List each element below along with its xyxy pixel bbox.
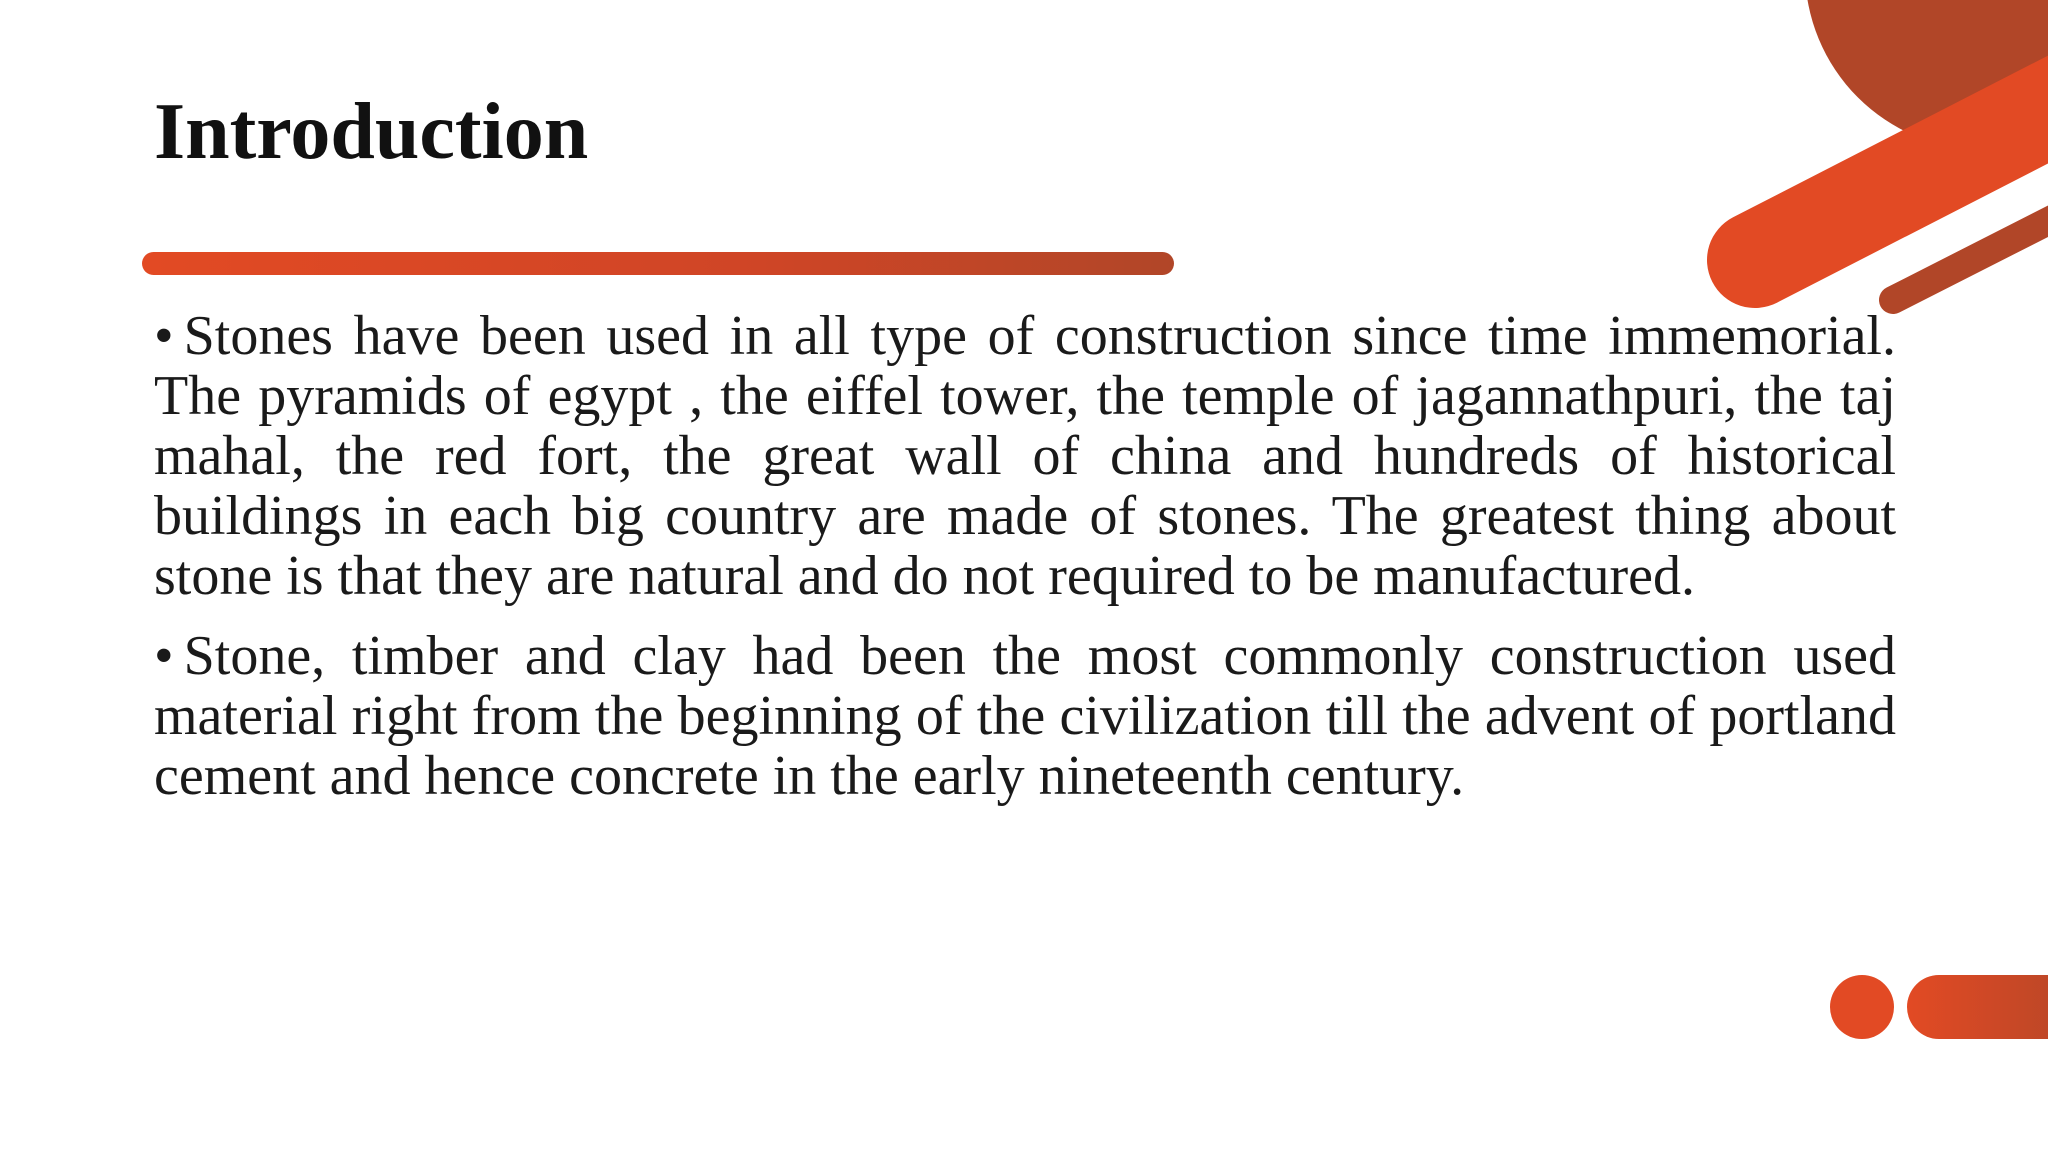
slide-title: Introduction bbox=[154, 88, 589, 176]
bullet-text: Stone, timber and clay had been the most commonly construction used material right from the beginning of the civilization till the advent of portland cement and hence concrete in the early nineteenth century. bbox=[154, 625, 1896, 807]
bottom-pill-shape bbox=[1907, 975, 2048, 1039]
bullet-item bbox=[154, 626, 1896, 806]
title-underline-bar bbox=[142, 252, 1174, 275]
bottom-dot-shape bbox=[1830, 975, 1894, 1039]
bullet-list bbox=[154, 306, 1896, 826]
bullet-marker: • bbox=[154, 305, 174, 367]
bullet-marker: • bbox=[154, 625, 174, 687]
bullet-text: Stones have been used in all type of construction since time immemorial. The pyramids of egypt , the eiffel tower, the temple of jagannathpuri, the taj mahal, the red fort, the great wall of china and hundreds of historical buildings in each big country are made of stones. The greatest thing about stone is that they are natural and do not required to be manufactured. bbox=[154, 305, 1896, 607]
bullet-item bbox=[154, 306, 1896, 606]
